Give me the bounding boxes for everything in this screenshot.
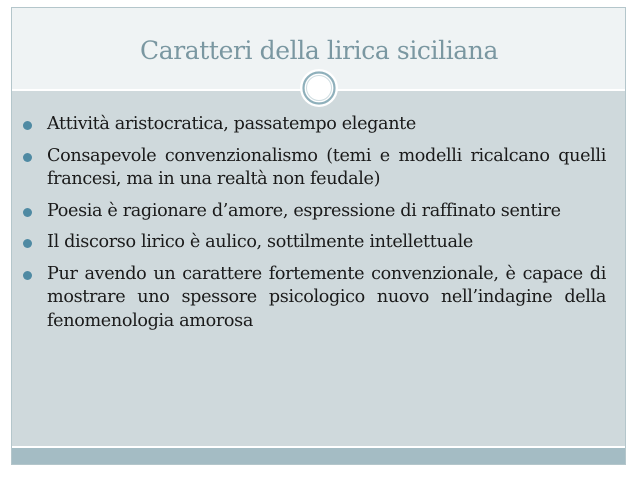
list-item (20, 113, 606, 137)
list-item (20, 200, 606, 224)
bullet-icon (23, 208, 32, 217)
list-item (20, 231, 606, 255)
bullet-icon (23, 121, 32, 130)
bullet-text: Attività aristocratica, passatempo elegante (47, 114, 416, 134)
bullet-text: Pur avendo un carattere fortemente convenzionale, è capace di mostrare uno spessore psicologico nuovo nell’indagine della fenomenologia amorosa (47, 263, 606, 331)
bullet-list (20, 113, 606, 341)
bullet-icon (23, 271, 32, 280)
list-item (20, 145, 606, 192)
circle-emblem-icon (299, 68, 339, 108)
bullet-icon (23, 153, 32, 162)
slide-title: Caratteri della lirica siciliana (139, 36, 499, 65)
list-item (20, 263, 606, 334)
bullet-text: Poesia è ragionare d’amore, espressione di raffinato sentire (47, 200, 561, 221)
bullet-icon (23, 239, 32, 248)
bullet-text: Consapevole convenzionalismo (temi e modelli ricalcano quelli francesi, ma in una realtà non feudale) (47, 145, 606, 189)
footer-bar (12, 448, 626, 465)
bullet-text: Il discorso lirico è aulico, sottilmente intellettuale (47, 232, 473, 252)
